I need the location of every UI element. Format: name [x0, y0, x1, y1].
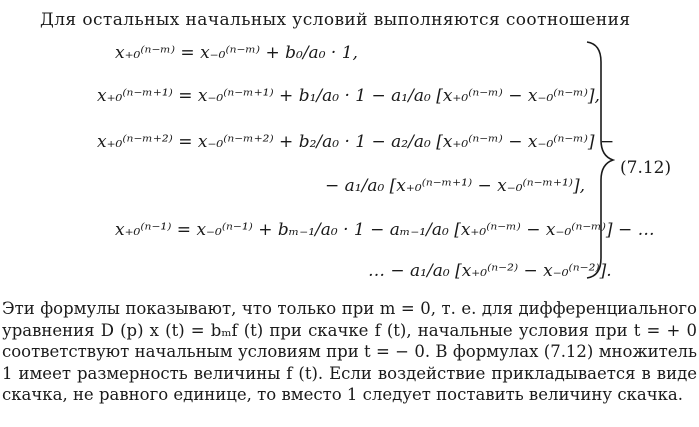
intro-text: Для остальных начальных условий выполняются соотношения [40, 10, 631, 30]
body-paragraph [2, 298, 697, 406]
equation-line-1: x₊₀⁽ⁿ⁻ᵐ⁾ = x₋₀⁽ⁿ⁻ᵐ⁾ + b₀/a₀ · 1, [115, 43, 358, 63]
equation-line-5: x₊₀⁽ⁿ⁻¹⁾ = x₋₀⁽ⁿ⁻¹⁾ + bₘ₋₁/a₀ · 1 − aₘ₋₁/a₀ [x₊₀⁽ⁿ⁻ᵐ⁾ − x₋₀⁽ⁿ⁻ᵐ⁾] − … [115, 220, 655, 240]
paragraph-text: Эти формулы показывают, что только при m = 0, т. е. для дифференциального уравнения D (p) x (t) = bₘf (t) при скачке f (t), начальные условия при t = + 0 соответствуют начальным условиям при t = − 0. В формулах (7.12) множитель 1 имеет размерность величины f (t). Если воздействие прикладывается в виде скачка, не равного единице, то вместо 1 следует поставить величину скачка. [2, 299, 697, 404]
equation-line-2: x₊₀⁽ⁿ⁻ᵐ⁺¹⁾ = x₋₀⁽ⁿ⁻ᵐ⁺¹⁾ + b₁/a₀ · 1 − a₁/a₀ [x₊₀⁽ⁿ⁻ᵐ⁾ − x₋₀⁽ⁿ⁻ᵐ⁾], [97, 86, 600, 106]
equation-line-4: − a₁/a₀ [x₊₀⁽ⁿ⁻ᵐ⁺¹⁾ − x₋₀⁽ⁿ⁻ᵐ⁺¹⁾], [325, 176, 586, 196]
equation-line-6: … − a₁/a₀ [x₊₀⁽ⁿ⁻²⁾ − x₋₀⁽ⁿ⁻²⁾]. [368, 261, 612, 281]
equation-line-3: x₊₀⁽ⁿ⁻ᵐ⁺²⁾ = x₋₀⁽ⁿ⁻ᵐ⁺²⁾ + b₂/a₀ · 1 − a₂/a₀ [x₊₀⁽ⁿ⁻ᵐ⁾ − x₋₀⁽ⁿ⁻ᵐ⁾] − [97, 132, 615, 152]
right-brace [585, 40, 615, 280]
equation-number: (7.12) [620, 158, 672, 178]
